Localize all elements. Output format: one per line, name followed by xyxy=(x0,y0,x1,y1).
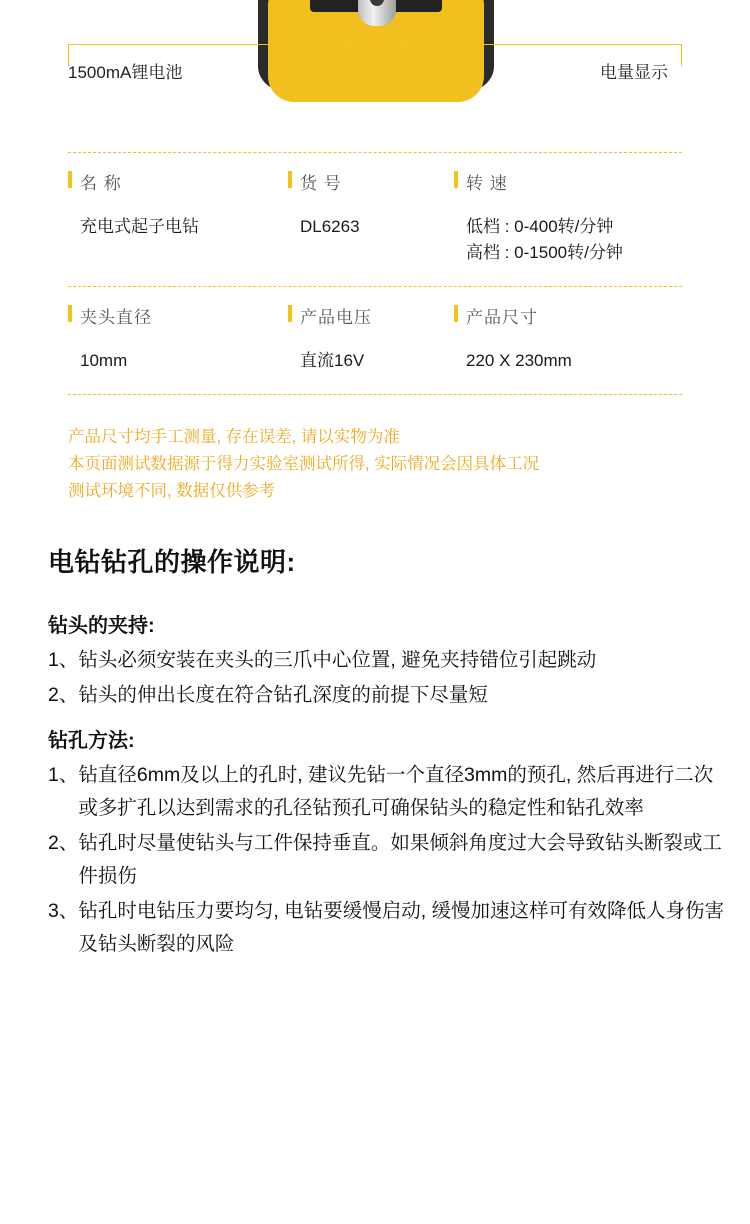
list-item-number: 2、 xyxy=(48,684,79,706)
spec-table xyxy=(68,152,682,395)
spec-cell-speed xyxy=(454,153,682,286)
spec-row xyxy=(68,153,682,286)
list-item xyxy=(48,644,728,677)
spec-value: 直流16V xyxy=(300,351,365,370)
list-item xyxy=(48,679,728,712)
spec-cell-name xyxy=(68,153,288,286)
list-item-text: 钻头的伸出长度在符合钻孔深度的前提下尽量短 xyxy=(78,684,488,706)
spec-value: 220 X 230mm xyxy=(466,351,572,370)
spec-header: 货 号 xyxy=(300,153,454,196)
notice-line-2: 本页面测试数据源于得力实验室测试所得, 实际情况会因具体工况 xyxy=(68,455,540,473)
callout-label-left: 1500mA锂电池 xyxy=(68,63,183,82)
product-hero xyxy=(0,0,750,120)
spec-header: 夹头直径 xyxy=(80,287,288,330)
spec-cell-size xyxy=(454,287,682,394)
callout-dot-left xyxy=(344,41,351,48)
section-title-clamping: 钻头的夹持: xyxy=(48,615,155,637)
instructions-section xyxy=(48,542,728,963)
spec-header: 产品尺寸 xyxy=(466,287,682,330)
notice-line-1: 产品尺寸均手工测量, 存在误差, 请以实物为准 xyxy=(68,428,400,446)
callout-tick-right xyxy=(681,44,682,66)
list-item-text: 钻孔时电钻压力要均匀, 电钻要缓慢启动, 缓慢加速这样可有效降低人身伤害及钻头断裂的风险 xyxy=(78,900,725,955)
list-item-number: 1、 xyxy=(48,649,79,671)
section-title-drilling: 钻孔方法: xyxy=(48,730,135,752)
list-item-number: 3、 xyxy=(48,900,79,922)
callout-line-right xyxy=(400,44,682,45)
spec-value: 充电式起子电钻 xyxy=(80,217,199,236)
spec-cell-voltage xyxy=(288,287,454,394)
drill-clip-hole xyxy=(370,0,384,6)
spec-divider-bottom xyxy=(68,394,682,395)
spec-header: 名 称 xyxy=(80,153,288,196)
spec-value-multi xyxy=(466,196,682,286)
spec-value: DL6263 xyxy=(300,217,360,236)
spec-value-line2: 高档 : 0-1500转/分钟 xyxy=(466,243,623,262)
product-image xyxy=(258,0,494,110)
notice-block xyxy=(68,424,688,505)
spec-header: 转 速 xyxy=(466,153,682,196)
callout-line-left xyxy=(68,44,348,45)
spec-cell-model xyxy=(288,153,454,286)
list-item xyxy=(48,827,728,893)
spec-value: 10mm xyxy=(80,351,128,370)
drill-belt-clip xyxy=(358,0,396,26)
spec-row xyxy=(68,287,682,394)
list-item-number: 2、 xyxy=(48,832,79,854)
list-item-text: 钻直径6mm及以上的孔时, 建议先钻一个直径3mm的预孔, 然后再进行二次或多扩孔以达到需求的孔径钻预孔可确保钻头的稳定性和钻孔效率 xyxy=(78,764,714,819)
list-item-text: 钻孔时尽量使钻头与工件保持垂直。如果倾斜角度过大会导致钻头断裂或工件损伤 xyxy=(78,832,722,887)
spec-header: 产品电压 xyxy=(300,287,454,330)
instructions-title: 电钻钻孔的操作说明: xyxy=(48,547,296,577)
list-item xyxy=(48,759,728,825)
list-item-text: 钻头必须安装在夹头的三爪中心位置, 避免夹持错位引起跳动 xyxy=(78,649,597,671)
callout-label-right: 电量显示 xyxy=(600,63,668,82)
list-item-number: 1、 xyxy=(48,764,79,786)
spec-cell-chuck xyxy=(68,287,288,394)
notice-line-3: 测试环境不同, 数据仅供参考 xyxy=(68,482,276,500)
spec-value-line1: 低档 : 0-400转/分钟 xyxy=(466,217,614,236)
callout-dot-right xyxy=(398,41,405,48)
list-item xyxy=(48,895,728,961)
